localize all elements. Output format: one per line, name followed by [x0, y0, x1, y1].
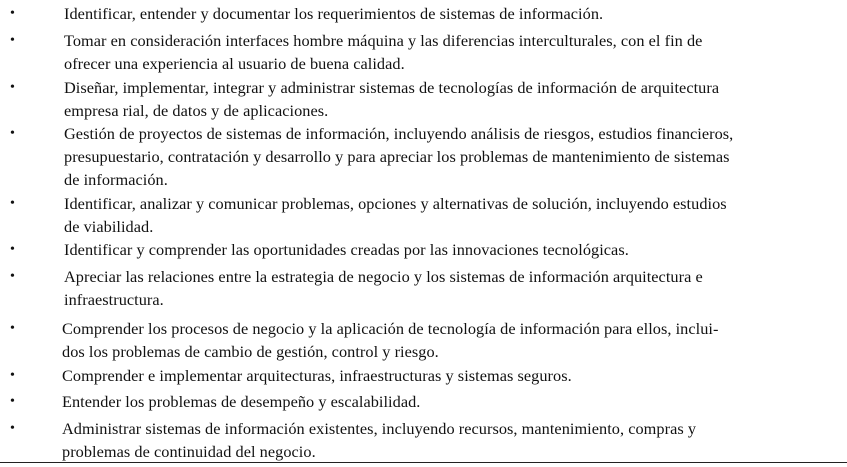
list-item-text	[64, 76, 839, 122]
bullet: •	[10, 33, 15, 48]
text-line: Administrar sistemas de información existentes, incluyendo recursos, mantenimiento, compras y	[62, 419, 697, 438]
list-item-text	[62, 364, 837, 387]
text-line: Entender los problemas de desempeño y escalabilidad.	[62, 392, 421, 411]
text-line: ofrecer una experiencia al usuario de buena calidad.	[64, 54, 405, 73]
list-item-text	[64, 192, 839, 238]
bullet: •	[10, 368, 15, 383]
text-line: Gestión de proyectos de sistemas de información, incluyendo análisis de riesgos, estudios financieros,	[64, 124, 734, 143]
bullet: •	[10, 80, 15, 95]
bullet: •	[10, 196, 15, 211]
text-line: Comprender los procesos de negocio y la aplicación de tecnología de información para ellos, inclui-	[62, 319, 719, 338]
bottom-rule	[0, 462, 847, 463]
list-item-text	[62, 417, 837, 463]
text-line: Tomar en consideración interfaces hombre máquina y las diferencias interculturales, con el fin de	[64, 31, 703, 50]
bullet: •	[10, 126, 15, 141]
bullet: •	[10, 394, 15, 409]
text-line: presupuestario, contratación y desarrollo y para apreciar los problemas de mantenimiento de sistemas	[64, 147, 730, 166]
text-line: de información.	[64, 170, 168, 189]
list-item-text	[62, 317, 837, 363]
list-item-text	[64, 238, 839, 261]
list-item-text	[64, 29, 839, 75]
list-item-text	[64, 2, 839, 25]
bullet: •	[10, 421, 15, 436]
bullet: •	[10, 269, 15, 284]
list-item-text	[62, 390, 837, 413]
text-line: Comprender e implementar arquitecturas, infraestructuras y sistemas seguros.	[62, 366, 572, 385]
list-item-text	[64, 122, 839, 191]
text-line: Identificar y comprender las oportunidades creadas por las innovaciones tecnológicas.	[64, 240, 629, 259]
bullet: •	[10, 242, 15, 257]
text-line: dos los problemas de cambio de gestión, control y riesgo.	[62, 342, 439, 361]
text-line: de viabilidad.	[64, 217, 154, 236]
text-line: empresa rial, de datos y de aplicaciones.	[64, 101, 329, 120]
text-line: infraestructura.	[64, 290, 164, 309]
list-item-text	[64, 265, 839, 311]
text-line: Identificar, entender y documentar los requerimientos de sistemas de información.	[64, 4, 604, 23]
text-line: Apreciar las relaciones entre la estrategia de negocio y los sistemas de información arquitectura e	[64, 267, 703, 286]
text-line: problemas de continuidad del negocio.	[62, 442, 316, 461]
text-line: Diseñar, implementar, integrar y administrar sistemas de tecnologías de información de arquitectura	[64, 78, 720, 97]
bullet: •	[10, 321, 15, 336]
bullet: •	[10, 6, 15, 21]
text-line: Identificar, analizar y comunicar problemas, opciones y alternativas de solución, incluyendo estudios	[64, 194, 727, 213]
